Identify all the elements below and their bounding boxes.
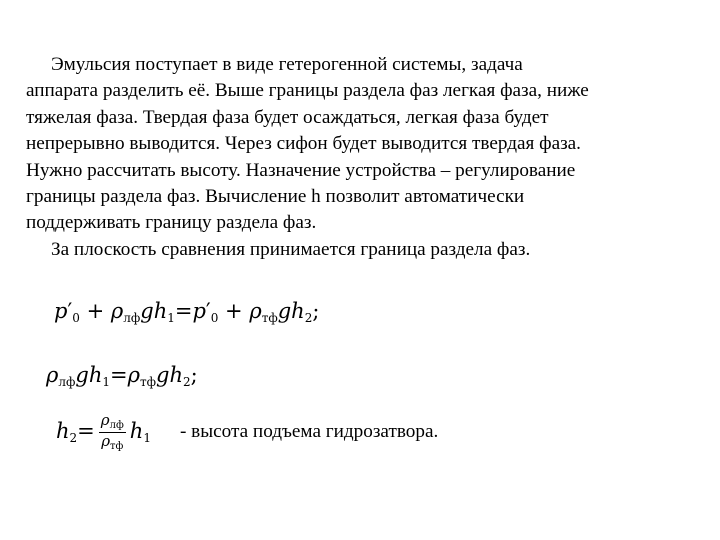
formula-symbol: h <box>56 419 70 443</box>
formula-symbol: 0 <box>210 311 219 325</box>
text-line: непрерывно выводится. Через сифон будет выводится твердая фаза. <box>26 133 581 155</box>
formula-symbol: 1 <box>143 431 151 445</box>
formula-symbol: 2 <box>182 375 191 389</box>
formula-symbol: g <box>75 363 89 387</box>
text-line: аппарата разделить её. Выше границы раздела фаз легкая фаза, ниже <box>26 80 589 102</box>
formula-symbol: 1 <box>102 375 110 389</box>
formula-symbol: h <box>88 363 103 387</box>
formula-symbol: 0 <box>72 311 80 325</box>
formula-symbol: тф <box>261 311 278 325</box>
formula-symbol: 2 <box>304 311 313 325</box>
text-line: Эмульсия поступает в виде гетерогенной системы, задача <box>51 54 523 75</box>
formula-symbol: h <box>169 363 183 387</box>
formula-symbol: = <box>77 419 95 443</box>
density-fraction <box>99 413 126 452</box>
text-line: тяжелая фаза. Твердая фаза будет осаждаться, легкая фаза будет <box>26 106 549 128</box>
formula-symbol: p <box>54 299 68 323</box>
formula-symbol: лф <box>109 420 124 431</box>
formula-symbol: g <box>140 299 154 323</box>
formula-symbol: ρ <box>249 299 262 323</box>
formula-height-h2 <box>56 413 151 452</box>
formula-symbol: + <box>86 299 105 323</box>
formula-symbol: ρ <box>46 363 59 387</box>
formula-symbol: = <box>110 363 128 387</box>
text-line: За плоскость сравнения принимается граница раздела фаз. <box>51 238 531 260</box>
formula-symbol: g <box>277 299 292 323</box>
formula-density-balance <box>46 365 198 388</box>
formula-symbol: ′ <box>205 299 211 323</box>
body-paragraph <box>26 52 692 263</box>
formula-description: - высота подъема гидрозатвора. <box>180 421 439 442</box>
formula-symbol: 1 <box>167 311 175 325</box>
formula-symbol: лф <box>123 311 141 325</box>
formula-symbol: тф <box>139 375 156 389</box>
formula-symbol: ρ <box>127 363 140 387</box>
fraction-numerator <box>99 413 126 433</box>
formula-pressure-balance <box>54 301 319 324</box>
formula-symbol: ; <box>312 299 320 323</box>
formula-symbol: g <box>156 363 170 387</box>
formula-symbol: 2 <box>69 431 78 445</box>
formula-symbol: тф <box>110 441 124 452</box>
formula-symbol: ′ <box>67 299 73 323</box>
formula-symbol: ρ <box>101 432 111 450</box>
formula-symbol: h <box>291 299 305 323</box>
formula-symbol: h <box>129 419 144 443</box>
formula-symbol: + <box>225 299 243 323</box>
formula-symbol: ρ <box>100 411 110 429</box>
text-line: Нужно рассчитать высоту. Назначение устройства – регулирование <box>26 159 576 181</box>
formula-symbol: лф <box>58 375 76 389</box>
fraction-denominator <box>99 433 126 452</box>
formula-symbol: = <box>174 299 193 323</box>
text-line: границы раздела фаз. Вычисление h позволит автоматически <box>26 186 525 208</box>
text-line: поддерживать границу раздела фаз. <box>26 212 317 234</box>
formula-symbol: p <box>192 299 206 323</box>
formula-symbol: h <box>153 299 168 323</box>
formula-symbol: ρ <box>110 299 124 323</box>
formula-symbol: ; <box>190 363 198 387</box>
